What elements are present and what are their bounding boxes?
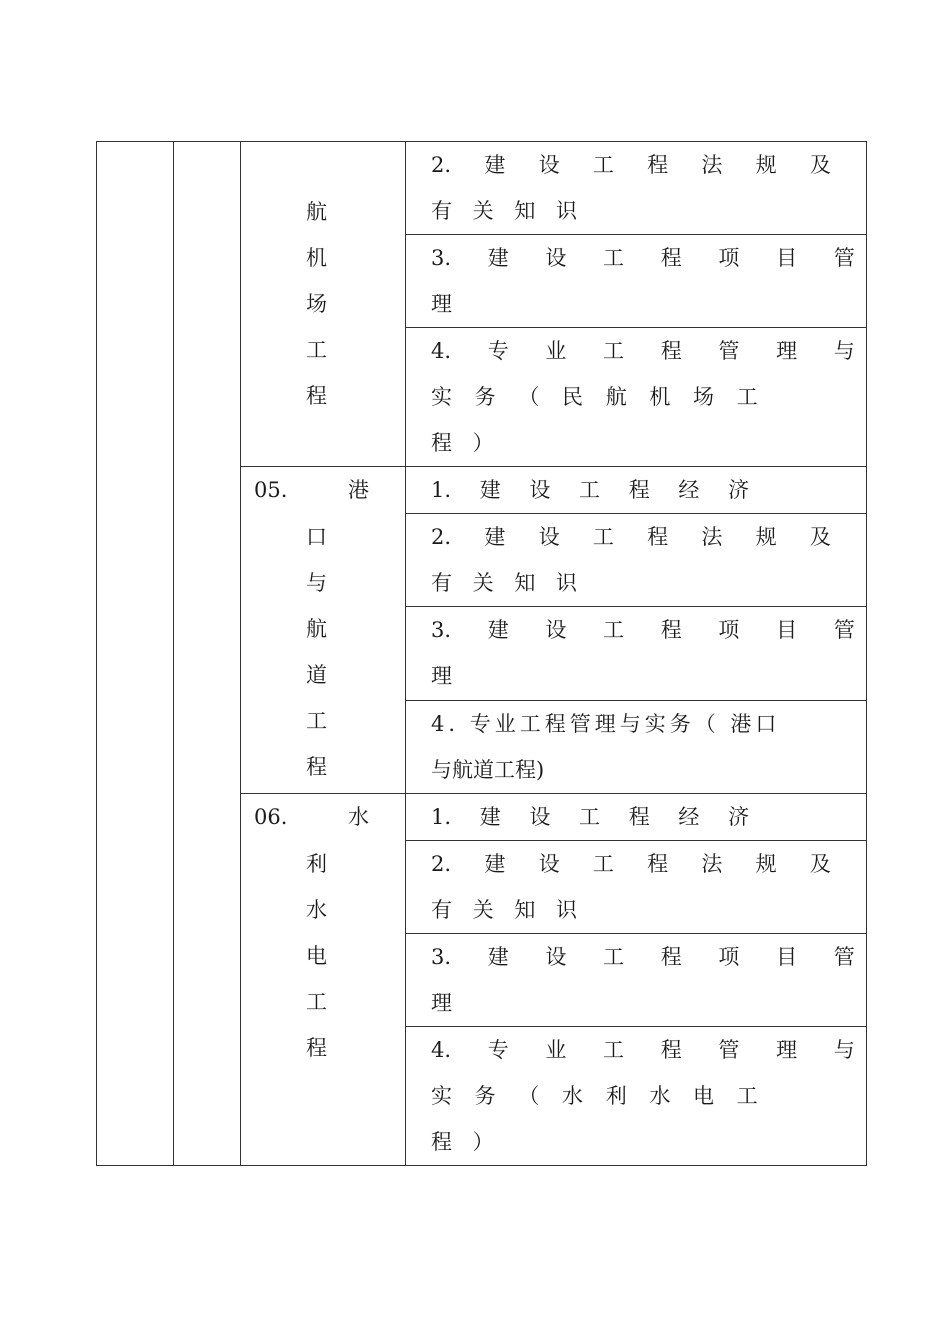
major-name-vertical xyxy=(306,189,327,419)
subject-line: 3. 建 设 工 程 项 目 管 xyxy=(431,246,855,270)
column-border-4 xyxy=(405,141,406,1166)
subject-line: 2. 建 设 工 程 法 规 及 xyxy=(431,153,831,177)
subject-line: 2. 建 设 工 程 法 规 及 xyxy=(431,852,831,876)
subject-line: 实 务 （ 水 利 水 电 工 xyxy=(431,1084,758,1108)
subject-cell xyxy=(431,841,831,933)
subject-line: 有 关 知 识 xyxy=(431,898,578,922)
major-name-char: 利 xyxy=(306,852,327,876)
subject-cell xyxy=(431,235,855,327)
major-name-char: 程 xyxy=(306,384,327,408)
subject-line: 4. 专业工程管理与实务（ 港口 xyxy=(431,712,781,736)
subject-cell xyxy=(431,328,855,466)
subject-cell xyxy=(431,794,831,840)
subject-line: 程 ） xyxy=(431,431,494,455)
major-name-char: 程 xyxy=(306,1036,327,1060)
subject-cell xyxy=(431,607,855,699)
subject-line: 4. 专 业 工 程 管 理 与 xyxy=(431,339,855,363)
major-name-char: 机 xyxy=(306,246,327,270)
subject-line: 4. 专 业 工 程 管 理 与 xyxy=(431,1038,855,1062)
subject-line: 有 关 知 识 xyxy=(431,571,578,595)
subject-line: 实 务 （ 民 航 机 场 工 xyxy=(431,385,758,409)
major-name-char: 口 xyxy=(306,525,327,549)
major-name-char: 港 xyxy=(348,478,369,502)
subject-line: 有 关 知 识 xyxy=(431,199,578,223)
major-name-char: 电 xyxy=(306,944,327,968)
major-name-char: 工 xyxy=(306,709,327,733)
subject-line: 1. 建 设 工 程 经 济 xyxy=(431,478,750,502)
major-name-vertical xyxy=(306,514,327,790)
subject-line: 1. 建 设 工 程 经 济 xyxy=(431,805,750,829)
column-border-3 xyxy=(240,141,241,1166)
subject-line: 理 xyxy=(431,664,452,688)
column-border-5 xyxy=(866,141,867,1166)
major-name-char: 与 xyxy=(306,571,327,595)
subject-line: 3. 建 设 工 程 项 目 管 xyxy=(431,618,855,642)
major-name-vertical xyxy=(306,841,327,1071)
major-number: 05. xyxy=(254,478,288,502)
subject-line: 程 ） xyxy=(431,1130,494,1154)
subject-cell xyxy=(431,934,855,1026)
subject-cell xyxy=(431,1027,855,1165)
major-name-char: 场 xyxy=(306,292,327,316)
subject-cell xyxy=(431,142,831,234)
table-bottom-border xyxy=(96,1165,866,1166)
major-name-char: 程 xyxy=(306,755,327,779)
column-border-2 xyxy=(173,141,174,1166)
subject-line: 与航道工程) xyxy=(431,758,545,782)
column-border-1 xyxy=(96,141,97,1166)
major-name-char: 工 xyxy=(306,990,327,1014)
subject-line: 3. 建 设 工 程 项 目 管 xyxy=(431,945,855,969)
subject-cell xyxy=(431,467,831,513)
major-name-char: 航 xyxy=(306,617,327,641)
major-name-char: 水 xyxy=(348,805,369,829)
subject-line: 理 xyxy=(431,292,452,316)
subject-cell xyxy=(431,514,831,606)
subject-cell xyxy=(431,701,856,793)
subject-line: 2. 建 设 工 程 法 规 及 xyxy=(431,525,831,549)
subject-line: 理 xyxy=(431,991,452,1015)
major-number: 06. xyxy=(254,805,288,829)
major-name-char: 工 xyxy=(306,338,327,362)
major-name-char: 水 xyxy=(306,898,327,922)
major-name-char: 道 xyxy=(306,663,327,687)
major-name-char: 航 xyxy=(306,200,327,224)
